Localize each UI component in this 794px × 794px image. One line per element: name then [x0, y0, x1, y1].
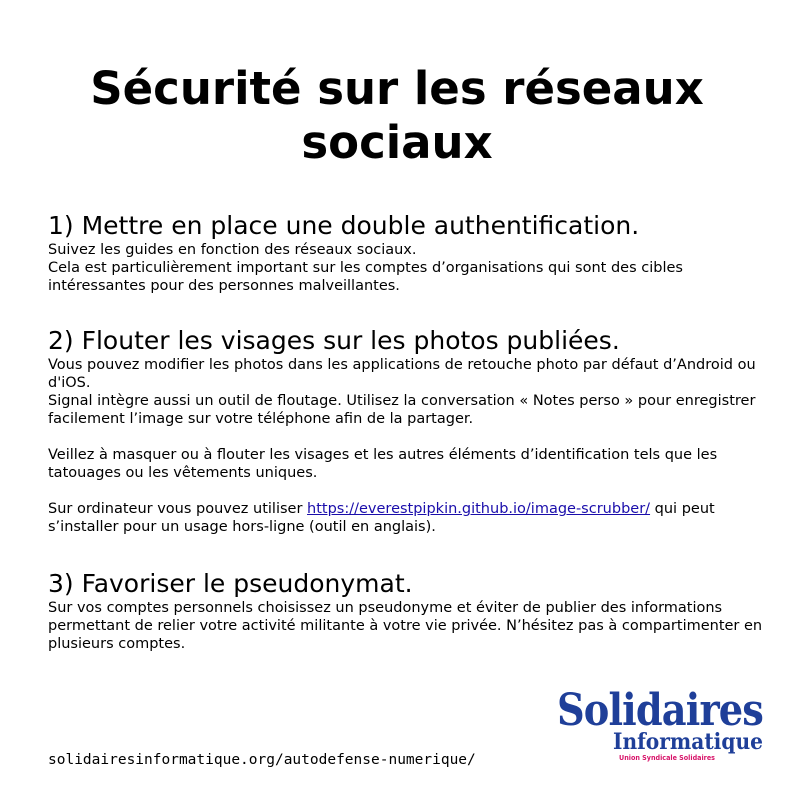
section-heading: 3) Favoriser le pseudonymat.: [48, 569, 413, 598]
section-text: Vous pouvez modifier les photos dans les applications de retouche photo par défaut d’Android ou d'iOS.: [48, 357, 756, 391]
section-text: Cela est particulièrement important sur les comptes d’organisations qui sont des cibles intéressantes pour des personnes malveillantes.: [48, 260, 683, 294]
section-text: Veillez à masquer ou à flouter les visages et les autres éléments d’identification tels que les tatouages ou les vêtements uniques.: [48, 447, 718, 481]
section-text: Suivez les guides en fonction des réseaux sociaux.: [48, 242, 417, 258]
logo-line1: Solidaires: [557, 685, 763, 736]
image-scrubber-link[interactable]: https://everestpipkin.github.io/image-scrubber/: [307, 501, 651, 517]
section-heading: 2) Flouter les visages sur les photos publiées.: [48, 326, 620, 355]
section-heading: 1) Mettre en place une double authentification.: [48, 211, 640, 240]
page-title: Sécurité sur les réseaux sociaux: [90, 62, 704, 169]
logo-line2: Informatique: [613, 729, 763, 755]
section-blur-faces: [48, 326, 768, 536]
section-text: Signal intègre aussi un outil de floutage. Utilisez la conversation « Notes perso » pour enregistrer facilement l’image sur votre téléphone afin de la partager.: [48, 393, 756, 427]
link-prefix: Sur ordinateur vous pouvez utiliser: [48, 501, 308, 517]
section-text: Sur vos comptes personnels choisissez un pseudonyme et éviter de publier des informations permettant de relier votre activité militante à votre vie privée. N’hésitez pas à compartimenter en plusieurs comptes.: [48, 600, 763, 652]
section-text-with-link: [48, 500, 768, 536]
logo-tagline: Union Syndicale Solidaires: [619, 754, 715, 762]
footer-url: solidairesinformatique.org/autodefense-numerique/: [48, 752, 476, 768]
section-pseudonym: [48, 569, 768, 653]
solidaires-informatique-logo: [555, 683, 767, 763]
link-suffix: qui peut s’installer pour un usage hors-ligne (outil en anglais).: [48, 501, 715, 535]
section-two-factor: [48, 211, 768, 295]
